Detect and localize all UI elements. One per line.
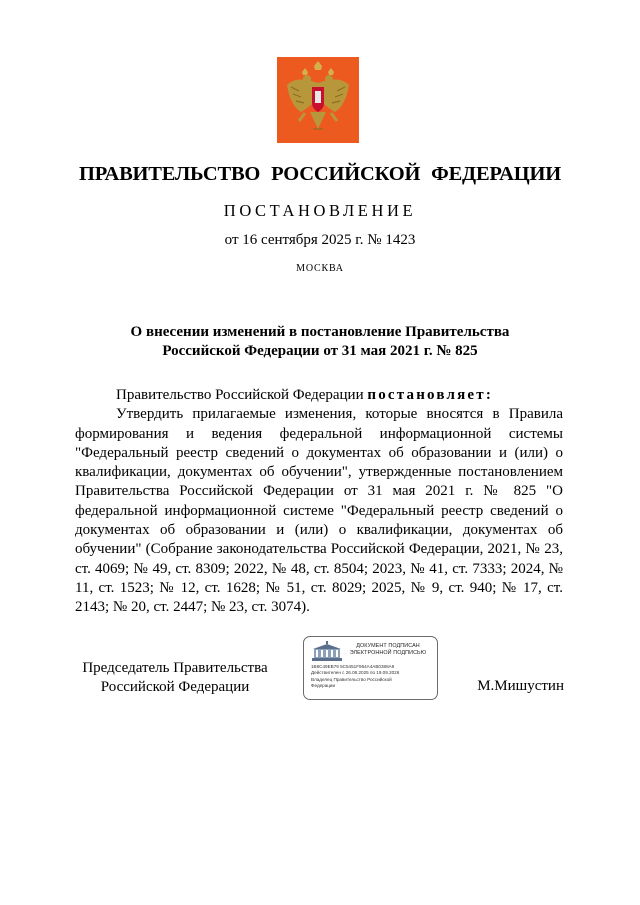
body-intro-subject: Правительство Российской Федерации <box>116 387 364 403</box>
subject-line-2: Российской Федерации от 31 мая 2021 г. № 825 <box>162 343 478 359</box>
double-headed-eagle-icon <box>277 57 359 143</box>
certificate-owner-line-1: Владелец Правительство Российской <box>311 676 392 682</box>
subject-line-1: О внесении изменений в постановление Правительства <box>130 324 510 340</box>
certificate-serial: 1B8C49EB79 5C5451F964A4AB0388A9 <box>311 664 395 669</box>
body-paragraph: Утвердить прилагаемые изменения, которые вносятся в Правила формирования и ведения федеральной информационной системы "Федеральный реестр сведений о документах об образовании и (или) о квалификации, документах об обучении", утвержденные постановлением Правительства Российской Федерации от 31 мая 2021 г. № 825 "О федеральной информационной системе "Федеральный реестр сведений о документах об образовании и (или) о квалификации, документах об обучении" (Собрание законодательства Российской Федерации, 2021, № 23, ст. 4069; № 49, ст. 8309; 2022, № 48, ст. 8504; 2023, № 41, ст. 7333; 2024, № 11, ст. 1523; № 12, ст. 1628; № 51, ст. 8029; 2025, № 9, ст. 940; № 17, ст. 2143; № 20, ст. 2447; № 23, ст. 3074). <box>75 406 563 616</box>
document-subject <box>80 323 560 361</box>
signer-position-line-2: Российской Федерации <box>100 678 250 695</box>
body-intro <box>75 386 563 405</box>
coat-of-arms-emblem <box>277 57 359 143</box>
body-intro-verb: постановляет: <box>367 387 494 403</box>
stamp-details <box>311 664 436 690</box>
document-city: МОСКВА <box>296 263 344 274</box>
signer-position <box>75 659 275 696</box>
document-dateline: от 16 сентября 2025 г. № 1423 <box>224 232 416 248</box>
document-type: ПОСТАНОВЛЕНИЕ <box>223 201 417 220</box>
issuing-authority-title: ПРАВИТЕЛЬСТВО РОССИЙСКОЙ ФЕДЕРАЦИИ <box>79 163 561 185</box>
electronic-signature-stamp <box>303 636 438 700</box>
signer-position-line-1: Председатель Правительства <box>82 660 268 676</box>
document-body <box>75 386 563 618</box>
certificate-owner-line-2: Федерации <box>311 683 336 689</box>
signer-name: М.Мишустин <box>477 678 564 694</box>
stamp-title-line-1: ДОКУМЕНТ ПОДПИСАН <box>356 643 420 649</box>
stamp-title-line-2: ЭЛЕКТРОННОЙ ПОДПИСЬЮ <box>349 650 427 656</box>
government-building-icon <box>310 641 344 663</box>
certificate-validity: Действителен с 26.06.2025 по 19.09.2026 <box>311 670 400 676</box>
stamp-title <box>342 643 434 657</box>
